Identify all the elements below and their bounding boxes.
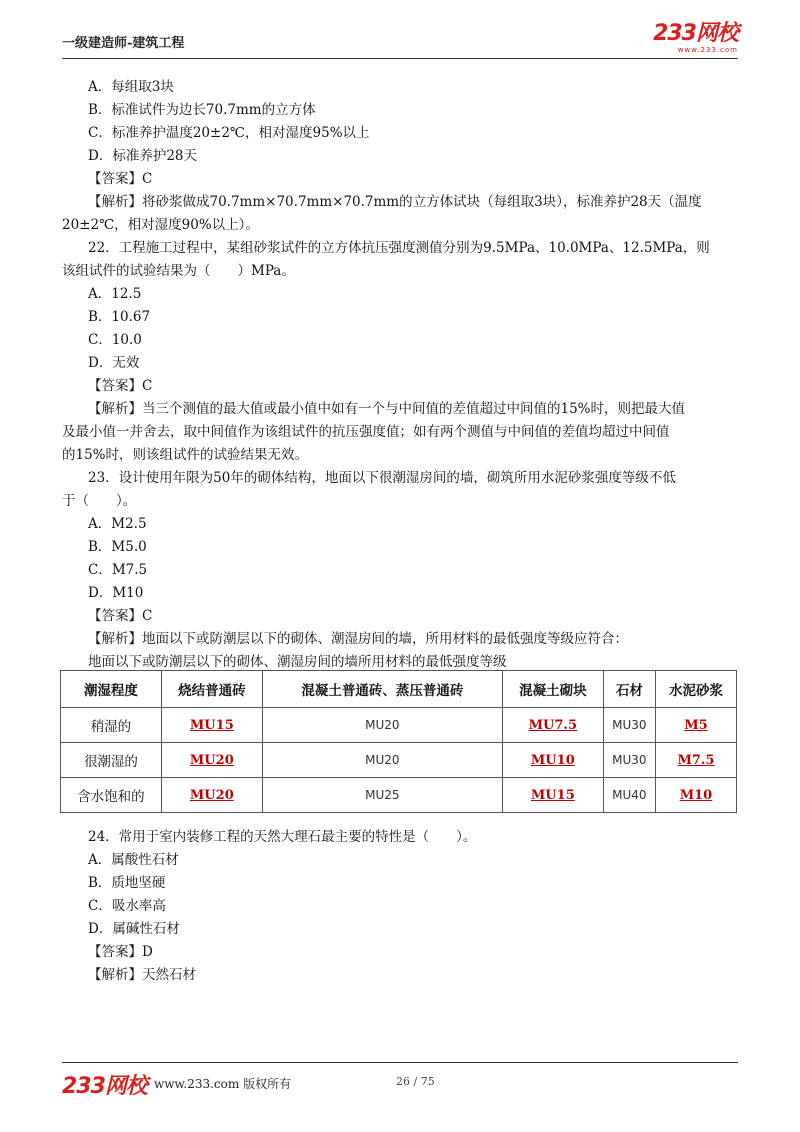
- text-line: A．每组取3块: [88, 79, 174, 95]
- text-line: C．标准养护温度20±2℃，相对湿度95%以上: [88, 125, 370, 141]
- table-header-row: [61, 671, 737, 708]
- text-line: 【答案】C: [88, 171, 153, 187]
- text-line: B．质地坚硬: [88, 875, 166, 891]
- text-line: 22．工程施工过程中，某组砂浆试件的立方体抗压强度测值分别为9.5MPa、10.0MPa、12.5MPa，则: [88, 240, 710, 256]
- table-cell: 稍湿的: [61, 708, 162, 743]
- footer-logo: 233网校: [62, 1074, 147, 1099]
- table-cell-link[interactable]: MU20: [161, 743, 262, 778]
- strength-table: [60, 670, 737, 813]
- text-line: 的15%时，则该组试件的试验结果无效。: [62, 447, 309, 463]
- page-number: 26 / 75: [396, 1075, 435, 1088]
- table-cell-link[interactable]: MU10: [502, 743, 603, 778]
- col-header: 混凝土普通砖、蒸压普通砖: [262, 671, 502, 708]
- table-cell-link[interactable]: MU7.5: [502, 708, 603, 743]
- text-line: A．属酸性石材: [88, 852, 179, 868]
- header-title: 一级建造师-建筑工程: [62, 36, 185, 51]
- table-cell: MU40: [603, 778, 655, 813]
- text-line: 【答案】D: [88, 944, 153, 960]
- text-line: B．M5.0: [88, 539, 147, 555]
- table-cell: MU25: [262, 778, 502, 813]
- text-line: 24．常用于室内装修工程的天然大理石最主要的特性是（ ）。: [88, 829, 477, 845]
- table-cell-link[interactable]: M10: [655, 778, 736, 813]
- footer-copyright: www.233.com 版权所有: [154, 1077, 292, 1091]
- logo-text: 233网校: [653, 21, 738, 46]
- col-header: 石材: [603, 671, 655, 708]
- col-header: 烧结普通砖: [161, 671, 262, 708]
- table-cell-link[interactable]: M7.5: [655, 743, 736, 778]
- text-line: 地面以下或防潮层以下的砌体、潮湿房间的墙所用材料的最低强度等级: [88, 654, 507, 670]
- table-cell: MU30: [603, 743, 655, 778]
- table-cell-link[interactable]: MU15: [502, 778, 603, 813]
- col-header: 混凝土砌块: [502, 671, 603, 708]
- table-row: [61, 743, 737, 778]
- text-line: A．12.5: [88, 286, 142, 302]
- text-line: D．标准养护28天: [88, 148, 198, 164]
- text-line: C．吸水率高: [88, 898, 166, 914]
- table-cell: MU20: [262, 708, 502, 743]
- text-line: 【解析】将砂浆做成70.7mm×70.7mm×70.7mm的立方体试块（每组取3块），标准养护28天（温度: [88, 194, 702, 210]
- text-line: 【答案】C: [88, 378, 153, 394]
- logo-url: www.233.com: [677, 46, 738, 54]
- text-line: 该组试件的试验结果为（ ）MPa。: [62, 263, 295, 279]
- col-header: 潮湿程度: [61, 671, 162, 708]
- text-line: B．10.67: [88, 309, 151, 325]
- table-cell-link[interactable]: MU15: [161, 708, 262, 743]
- text-line: D．M10: [88, 585, 144, 601]
- text-line: 于（ ）。: [62, 493, 137, 509]
- text-line: A．M2.5: [88, 516, 147, 532]
- table-cell: 很潮湿的: [61, 743, 162, 778]
- content-bottom: [62, 826, 742, 987]
- text-line: C．10.0: [88, 332, 142, 348]
- text-line: 【解析】地面以下或防潮层以下的砌体、潮湿房间的墙，所用材料的最低强度等级应符合：: [88, 631, 628, 647]
- table-row: [61, 778, 737, 813]
- text-line: 20±2℃，相对湿度90%以上）。: [62, 217, 259, 233]
- table-row: [61, 708, 737, 743]
- brand-logo: [653, 22, 738, 54]
- text-line: 【解析】当三个测值的最大值或最小值中如有一个与中间值的差值超过中间值的15%时，则把最大值: [88, 401, 686, 417]
- table-cell-link[interactable]: M5: [655, 708, 736, 743]
- table-cell: MU20: [262, 743, 502, 778]
- table-cell: MU30: [603, 708, 655, 743]
- page-footer: [62, 1062, 738, 1099]
- text-line: 【解析】天然石材: [88, 967, 196, 983]
- col-header: 水泥砂浆: [655, 671, 736, 708]
- text-line: 及最小值一并舍去，取中间值作为该组试件的抗压强度值；如有两个测值与中间值的差值均超过中间值: [62, 424, 670, 440]
- text-line: 23．设计使用年限为50年的砌体结构，地面以下很潮湿房间的墙，砌筑所用水泥砂浆强度等级不低: [88, 470, 676, 486]
- text-line: B．标准试件为边长70.7mm的立方体: [88, 102, 316, 118]
- table-cell: 含水饱和的: [61, 778, 162, 813]
- table-cell-link[interactable]: MU20: [161, 778, 262, 813]
- content-top: [62, 76, 742, 674]
- text-line: D．属碱性石材: [88, 921, 180, 937]
- text-line: D．无效: [88, 355, 140, 371]
- text-line: 【答案】C: [88, 608, 153, 624]
- text-line: C．M7.5: [88, 562, 148, 578]
- page-header: [62, 22, 738, 59]
